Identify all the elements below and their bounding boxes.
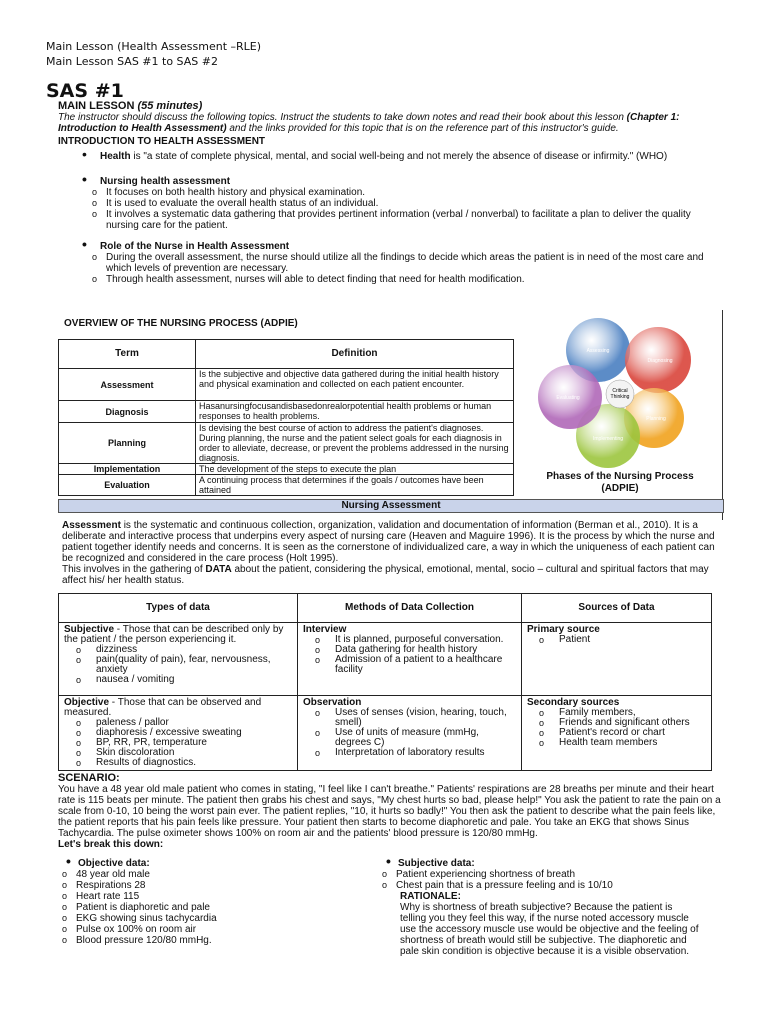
assessment-text: is the systematic and continuous collection, organization, validation and documentation of information (Berman et al., 2010). It is a deliberate and interactive process that underpins every aspect of nursing care (Heaven and Maguire 1996). It is the process by which the nurse and patient together identify needs and concerns. It is seen as the cornerstone of individualized care, a way in which the uniqueness of each patient can be recognized and considered in the care process (Holt 1995). [62, 520, 715, 564]
health-term: Health [100, 151, 131, 162]
list-item: o BP, RR, PR, temperature [64, 738, 292, 748]
svg-text:Thinking: Thinking [610, 394, 630, 400]
list-item: o Patient [527, 635, 706, 645]
nha-item: o It involves a systematic data gathering that provides pertinent information (verbal / nonverbal) to facilitate a plan to deliver the quality nursing care for the patient. [88, 209, 708, 231]
main-lesson-section [58, 101, 708, 285]
assessment-term: Assessment [62, 520, 121, 531]
vertical-rule [722, 310, 723, 520]
health-definition [74, 151, 708, 162]
subjective-label: Subjective [64, 624, 115, 635]
secondary-label: Secondary sources [527, 697, 620, 708]
objective-cell [59, 696, 298, 771]
objective-data-column [58, 858, 358, 946]
primary-label: Primary source [527, 624, 600, 635]
secondary-cell [522, 696, 712, 771]
definition-cell: Hasanursingfocusandisbasedonrealorpotential health problems or human responses to health problems. [196, 401, 514, 423]
phase-label: Evaluating [556, 395, 580, 401]
list-item: o Respirations 28 [58, 880, 358, 891]
definition-cell: Is the subjective and objective data gathered during the initial health history and physical examination and collected on each patient encounter. [196, 369, 514, 401]
list-item: o diaphoresis / excessive sweating [64, 728, 292, 738]
data-term: DATA [205, 564, 232, 575]
list-item: o Patient is diaphoretic and pale [58, 902, 358, 913]
list-item: o Health team members [527, 738, 706, 748]
assessment-paragraph [62, 520, 720, 586]
objective-label: Objective [64, 697, 110, 708]
table-row [59, 623, 712, 696]
breakdown-label: Let's break this down: [58, 839, 164, 850]
table-row [59, 401, 514, 423]
nursing-assessment-bar: Nursing Assessment [58, 499, 724, 513]
list-item: o Interpretation of laboratory results [303, 748, 516, 758]
role-item: o During the overall assessment, the nurse should utilize all the findings to decide which areas the patient is in need of the most care and which levels of prevention are necessary. [88, 252, 708, 274]
term-cell: Planning [59, 423, 196, 464]
data-text-b: about the patient, considering the physical, emotional, mental, socio – cultural and spiritual factors that may affect his/ her health status. [62, 564, 709, 586]
overview-heading: OVERVIEW OF THE NURSING PROCESS (ADPIE) [64, 318, 298, 329]
interview-label: Interview [303, 624, 347, 635]
table-header-row [59, 340, 514, 369]
table-row [59, 696, 712, 771]
list-item: o Blood pressure 120/80 mmHg. [58, 935, 358, 946]
rationale-label: RATIONALE: [400, 891, 461, 902]
objective-data-heading: • Objective data: [58, 858, 358, 869]
list-item: o dizziness [64, 645, 292, 655]
caption-line-2: (ADPIE) [601, 483, 639, 494]
list-item: o EKG showing sinus tachycardia [58, 913, 358, 924]
list-item: o Use of units of measure (mmHg, degrees C) [303, 728, 516, 748]
list-item: o nausea / vomiting [64, 675, 292, 685]
list-item: o Results of diagnostics. [64, 758, 292, 768]
main-lesson-duration: (55 minutes) [137, 100, 203, 112]
list-item: o Heart rate 115 [58, 891, 358, 902]
col-definition: Definition [196, 340, 514, 369]
definition-cell: A continuing process that determines if the goals / outcomes have been attained [196, 475, 514, 496]
list-item: o Friends and significant others [527, 718, 706, 728]
subjective-data-heading: • Subjective data: [378, 858, 700, 869]
col-sources: Sources of Data [522, 594, 712, 623]
col-methods: Methods of Data Collection [298, 594, 522, 623]
center-label: Critical [612, 388, 628, 394]
observation-label: Observation [303, 697, 362, 708]
health-def: is "a state of complete physical, mental, and social well-being and not merely the absence of disease or infirmity." (WHO) [130, 151, 668, 162]
list-item: o It is planned, purposeful conversation. [303, 635, 516, 645]
list-item: o Skin discoloration [64, 748, 292, 758]
sas-title: SAS #1 [46, 80, 124, 102]
role-item: o Through health assessment, nurses will able to detect finding that need for health modification. [88, 274, 708, 285]
caption-line-1: Phases of the Nursing Process [546, 471, 694, 482]
scenario-label: SCENARIO: [58, 772, 120, 784]
nha-item: o It is used to evaluate the overall health status of an individual. [88, 198, 708, 209]
adpie-diagram [528, 312, 718, 472]
scenario-text: You have a 48 year old male patient who comes in stating, "I feel like I can't breathe." Patients' respirations are 28 breaths per minute and their heart rate is 115 beats per minute. The patient then grabs his chest and says, "My chest hurts so bad, please help!" You ask the patient to rate the pain on a scale from 0-10, 10 being the worst pain ever. The patient replies, "10, it hurts so badly!" You then ask the patient to describe what the pain feels like, the patient reports that his pain feels like pressure. Your patient then starts to become diaphoretic and pale. You take an EKG that shows Sinus Tachycardia. The pulse oximeter shows 100% on room air and the patients' blood pressure is 120/80 mmHg. [58, 784, 721, 839]
phase-label: Diagnosing [647, 358, 673, 364]
table-row [59, 369, 514, 401]
col-types: Types of data [59, 594, 298, 623]
table-row [59, 423, 514, 464]
rationale-text: Why is shortness of breath subjective? Because the patient is telling you they feel this way, if the nurse noted accessory muscle use the accessory muscle use would be objective and the feeling of shortness of breath would still be subjective. The diaphoretic and pale skin condition is objective because it is a visible observation. [400, 902, 699, 957]
list-item: o Family members, [527, 708, 706, 718]
instructions-text-b: and the links provided for this topic that is on the reference part of this instructor's guide. [226, 123, 619, 134]
adpie-table [58, 339, 514, 496]
header-line-1: Main Lesson (Health Assessment –RLE) [46, 40, 262, 53]
scenario-section [58, 773, 724, 850]
table-header-row [59, 594, 712, 623]
list-item: o 48 year old male [58, 869, 358, 880]
types-of-data-table [58, 593, 712, 771]
objective-def: - Those that can be observed and measured. [64, 697, 262, 718]
role-heading: • Role of the Nurse in Health Assessment [74, 241, 708, 252]
col-term: Term [59, 340, 196, 369]
table-row [59, 475, 514, 496]
definition-cell: Is devising the best course of action to address the patient's diagnoses. During planning, the nurse and the patient select goals for each diagnosis in order to alleviate, decrease, or prevent the problems addressed in the nursing diagnosis. [196, 423, 514, 464]
role-list [88, 252, 708, 285]
phase-label: Implementing [592, 436, 624, 442]
interview-cell [298, 623, 522, 696]
list-item: o pain(quality of pain), fear, nervousness, anxiety [64, 655, 292, 675]
phase-label: Assessing [586, 348, 610, 354]
term-cell: Diagnosis [59, 401, 196, 423]
nha-item: o It focuses on both health history and physical examination. [88, 187, 708, 198]
list-item: o Data gathering for health history [303, 645, 516, 655]
list-item: o Patient's record or chart [527, 728, 706, 738]
instructions [58, 112, 708, 134]
primary-cell [522, 623, 712, 696]
list-item: o paleness / pallor [64, 718, 292, 728]
intro-heading: INTRODUCTION TO HEALTH ASSESSMENT [58, 136, 266, 147]
instructions-text-a: The instructor should discuss the following topics. Instruct the students to take down notes and read their book about this lesson [58, 112, 627, 123]
main-lesson-label: MAIN LESSON [58, 100, 135, 112]
subjective-data-column [378, 858, 700, 957]
table-row [59, 464, 514, 475]
term-cell: Evaluation [59, 475, 196, 496]
observation-cell [298, 696, 522, 771]
list-item: o Uses of senses (vision, hearing, touch, smell) [303, 708, 516, 728]
chapter-title: (Chapter 1: Introduction to Health Assessment) [58, 112, 680, 134]
data-text-a: This involves in the gathering of [62, 564, 206, 575]
header-line-2: Main Lesson SAS #1 to SAS #2 [46, 55, 218, 68]
definition-cell: The development of the steps to execute the plan [196, 464, 514, 475]
list-item: o Patient experiencing shortness of breath [378, 869, 700, 880]
list-item: o Chest pain that is a pressure feeling and is 10/10 [378, 880, 700, 891]
nha-list [88, 187, 708, 231]
diagram-caption [530, 471, 710, 495]
nha-heading: • Nursing health assessment [74, 176, 708, 187]
subjective-cell [59, 623, 298, 696]
list-item: o Admission of a patient to a healthcare facility [303, 655, 516, 675]
list-item: o Pulse ox 100% on room air [58, 924, 358, 935]
term-cell: Assessment [59, 369, 196, 401]
phase-label: Planning [646, 416, 666, 422]
term-cell: Implementation [59, 464, 196, 475]
subjective-def: - Those that can be described only by the patient / the person experiencing it. [64, 624, 284, 645]
